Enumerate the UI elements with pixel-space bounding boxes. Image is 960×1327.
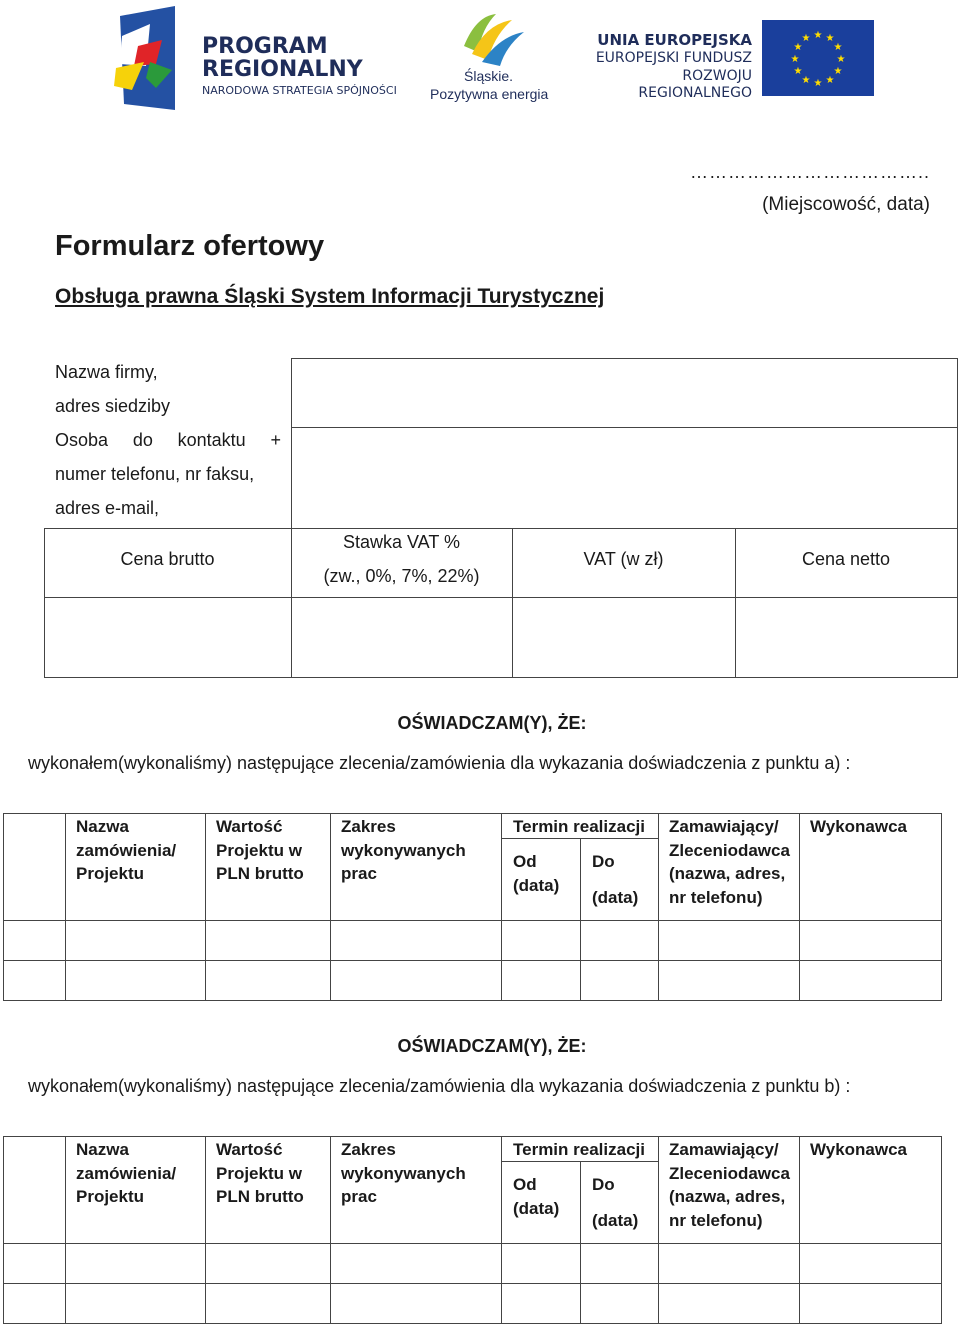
declaration-a-text: wykonałem(wykonaliśmy) następujące zlecenia/zamówienia dla wykazania doświadczenia z punktu a) : — [28, 753, 851, 773]
table-a-row-2[interactable] — [4, 961, 941, 1000]
header-a-value — [216, 815, 304, 886]
header-b-from — [513, 1173, 559, 1220]
header-b-contractor: Wykonawca — [810, 1140, 908, 1159]
header-a-from-2: (data) — [513, 875, 560, 895]
header-a-scope-3: prac — [341, 864, 377, 883]
header-b-client — [669, 1138, 790, 1232]
header-a-value-3: PLN brutto — [216, 864, 304, 883]
header-b-from-1: Od — [513, 1175, 537, 1194]
program-logo-line2: REGIONALNY — [202, 57, 363, 82]
price-net-header: Cena netto — [801, 549, 891, 569]
program-regionalny-emblem-icon — [110, 6, 180, 112]
contact-line-3: adres e-mail, — [55, 498, 160, 518]
svg-text:★: ★ — [813, 78, 823, 89]
declaration-b-title: OŚWIADCZAM(Y), ŻE: — [397, 1036, 587, 1056]
date-placeholder-dots: ……………………………….. — [689, 162, 930, 182]
header-b-client-3: (nazwa, adres, — [669, 1187, 786, 1206]
vat-rate-line-1: Stawka VAT % — [342, 532, 461, 552]
svg-text:★: ★ — [793, 66, 803, 77]
svg-text:★: ★ — [825, 33, 835, 44]
page-title: Formularz ofertowy — [55, 230, 325, 262]
header-b-value-3: PLN brutto — [216, 1187, 304, 1206]
header-a-client-2: Zleceniodawca — [669, 840, 790, 860]
header-b-value-1: Wartość — [216, 1140, 283, 1159]
page-subtitle: Obsługa prawna Śląski System Informacji Turystycznej — [55, 285, 605, 308]
header-a-name-1: Nazwa — [76, 817, 129, 836]
contact-label — [55, 423, 281, 525]
header-a-scope-2: wykonywanych — [341, 840, 466, 860]
header-a-scope-1: Zakres — [341, 817, 396, 836]
header-a-from-1: Od — [513, 852, 537, 871]
eu-logo-line2: EUROPEJSKI FUNDUSZ — [595, 50, 752, 66]
table-b-row-1[interactable] — [4, 1244, 941, 1283]
header-b-client-2: Zleceniodawca — [669, 1163, 790, 1183]
header-a-scope — [341, 815, 466, 886]
header-b-term: Termin realizacji — [513, 1140, 645, 1159]
price-gross-header: Cena brutto — [120, 549, 215, 569]
eu-logo — [566, 20, 876, 100]
header-a-name-3: Projektu — [76, 864, 145, 883]
header-b-name-1: Nazwa — [76, 1140, 129, 1159]
header-a-value-1: Wartość — [216, 817, 283, 836]
header-a-client — [669, 815, 790, 909]
svg-text:★: ★ — [836, 54, 846, 65]
declaration-b-text: wykonałem(wykonaliśmy) następujące zlecenia/zamówienia dla wykazania doświadczenia z punktu b) : — [28, 1076, 851, 1096]
svg-text:★: ★ — [813, 30, 823, 41]
header-a-from — [513, 850, 559, 897]
slaskie-logo-line2: Pozytywna energia — [430, 86, 549, 102]
header-a-client-3: (nazwa, adres, — [669, 864, 786, 883]
header-b-name-2: zamówienia/ — [76, 1163, 177, 1183]
header-b-to-2: (data) — [592, 1210, 639, 1230]
header-b-to-1: Do — [592, 1175, 615, 1194]
header-b-name-3: Projektu — [76, 1187, 145, 1206]
header-b-client-1: Zamawiający/ — [669, 1140, 779, 1159]
table-b-row-2[interactable] — [4, 1284, 941, 1323]
slaskie-logo — [428, 6, 548, 106]
svg-text:★: ★ — [833, 42, 843, 53]
svg-text:★: ★ — [793, 42, 803, 53]
vat-rate-header — [291, 525, 512, 593]
program-logo-line3: NARODOWA STRATEGIA SPÓJNOŚCI — [202, 84, 397, 97]
header-a-to-1: Do — [592, 852, 615, 871]
header-b-client-4: nr telefonu) — [669, 1210, 763, 1230]
svg-text:★: ★ — [833, 66, 843, 77]
vat-rate-input-cell[interactable] — [292, 598, 512, 677]
contact-input-cell[interactable] — [291, 428, 957, 528]
company-line-1: Nazwa firmy, — [55, 362, 158, 382]
svg-text:★: ★ — [801, 75, 811, 86]
header-a-client-1: Zamawiający/ — [669, 817, 779, 836]
header-b-from-2: (data) — [513, 1198, 560, 1218]
header-a-to-2: (data) — [592, 887, 639, 907]
price-net-input-cell[interactable] — [736, 598, 957, 677]
header-a-term: Termin realizacji — [513, 817, 645, 836]
header-a-contractor: Wykonawca — [810, 817, 908, 836]
company-name-input-cell[interactable] — [291, 359, 957, 427]
vat-rate-line-2: (zw., 0%, 7%, 22%) — [323, 566, 480, 586]
svg-text:★: ★ — [790, 54, 800, 65]
slaskie-wave-icon — [456, 6, 526, 68]
header-b-name — [76, 1138, 176, 1209]
program-logo-line1: PROGRAM — [202, 34, 328, 59]
eu-logo-line1: UNIA EUROPEJSKA — [597, 31, 752, 49]
header-b-scope-3: prac — [341, 1187, 377, 1206]
header-a-name — [76, 815, 176, 886]
program-regionalny-logo — [110, 6, 410, 112]
eu-logo-line3: ROZWOJU REGIONALNEGO — [638, 68, 752, 101]
header-a-client-4: nr telefonu) — [669, 887, 763, 907]
declaration-a-title: OŚWIADCZAM(Y), ŻE: — [397, 713, 587, 733]
header-a-name-2: zamówienia/ — [76, 840, 177, 860]
header-a-value-2: Projektu w — [216, 840, 302, 860]
header-b-scope-2: wykonywanych — [341, 1163, 466, 1183]
vat-amount-header: VAT (w zł) — [583, 549, 664, 569]
price-gross-input-cell[interactable] — [45, 598, 291, 677]
contact-line-2: numer telefonu, nr faksu, — [55, 464, 255, 484]
slaskie-logo-line1: Śląskie. — [464, 68, 514, 84]
table-a-row-1[interactable] — [4, 921, 941, 960]
contact-line-1: Osoba do kontaktu + — [55, 430, 281, 450]
company-name-label — [55, 355, 281, 423]
company-line-2: adres siedziby — [55, 396, 171, 416]
header-b-value-2: Projektu w — [216, 1163, 302, 1183]
eu-flag-icon — [762, 20, 874, 96]
svg-text:★: ★ — [825, 75, 835, 86]
date-place-label: (Miejscowość, data) — [762, 194, 930, 215]
svg-text:★: ★ — [801, 33, 811, 44]
vat-amount-input-cell[interactable] — [513, 598, 735, 677]
header-a-to — [592, 850, 638, 909]
header-b-value — [216, 1138, 304, 1209]
header-b-scope-1: Zakres — [341, 1140, 396, 1159]
header-b-scope — [341, 1138, 466, 1209]
header-b-to — [592, 1173, 638, 1232]
